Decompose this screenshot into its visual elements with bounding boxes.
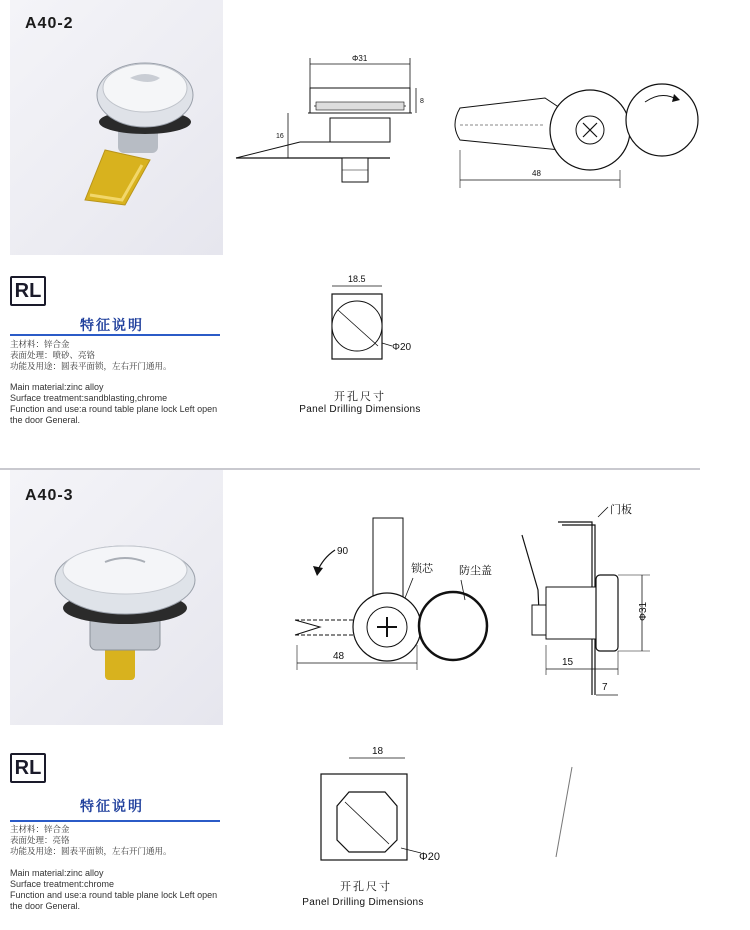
dim-depth: 15	[562, 657, 574, 668]
rotation-angle: 90	[337, 546, 349, 557]
dim-body-height: 16	[276, 133, 284, 140]
label-dust-cover: 防尘盖	[459, 565, 492, 577]
cut-width: 18	[372, 746, 384, 757]
caption-cn: 开孔尺寸	[340, 880, 392, 893]
label-door-panel: 门板	[610, 504, 632, 516]
scan-mark	[548, 765, 578, 865]
spec-en-surface: Surface treatment:chrome	[10, 879, 115, 889]
panel-drilling-drawing	[315, 740, 455, 870]
dim-phi-side: Φ31	[638, 601, 649, 621]
cut-dia: Φ20	[392, 342, 412, 353]
feature-underline	[10, 820, 220, 822]
dim-offset: 7	[602, 682, 608, 693]
spec-en-function: Function and use:a round table plane lock Left open the door General.	[10, 890, 218, 911]
rl-badge: RL	[10, 276, 46, 306]
product-photo-panel	[10, 0, 223, 255]
front-view-drawing	[450, 70, 700, 200]
dim-cap-height: 8	[420, 98, 424, 105]
feature-title: 特征说明	[80, 799, 144, 815]
spec-en-material: Main material:zinc alloy	[10, 868, 104, 878]
model-code: A40-2	[25, 15, 74, 32]
dim-length: 48	[333, 651, 345, 662]
spec-cn-surface: 表面处理：亮铬	[10, 836, 70, 846]
product-section-a40-3	[0, 465, 750, 930]
feature-title: 特征说明	[80, 318, 144, 334]
rl-badge: RL	[10, 753, 46, 783]
caption-en: Panel Drilling Dimensions	[302, 897, 424, 908]
spec-cn-material: 主材料：锌合金	[10, 340, 70, 350]
caption-en: Panel Drilling Dimensions	[299, 404, 421, 415]
spec-cn-surface: 表面处理：喷砂、亮铬	[10, 351, 96, 361]
product-photo-a40-2	[10, 0, 223, 255]
feature-underline	[10, 334, 220, 336]
side-elevation-drawing	[230, 50, 450, 200]
panel-drilling-drawing	[320, 268, 430, 368]
product-photo-panel	[10, 470, 223, 725]
front-view-drawing	[265, 510, 515, 680]
cut-width: 18.5	[348, 274, 366, 284]
product-photo-a40-3	[10, 470, 223, 725]
cut-dia: Φ20	[419, 851, 441, 863]
spec-en-material: Main material:zinc alloy	[10, 382, 104, 392]
spec-cn-function: 功能及用途：圆表平面锁，左右开门通用。	[10, 847, 172, 857]
spec-cn-material: 主材料：锌合金	[10, 825, 70, 835]
side-view-drawing	[510, 495, 710, 715]
dim-phi-top: Φ31	[352, 54, 368, 63]
spec-en-surface: Surface treatment:sandblasting,chrome	[10, 393, 168, 403]
spec-en-function: Function and use:a round table plane lock Left open the door General.	[10, 404, 218, 425]
spec-cn-function: 功能及用途：圆表平面锁，左右开门通用。	[10, 362, 172, 372]
model-code: A40-3	[25, 487, 74, 504]
caption-cn: 开孔尺寸	[334, 390, 386, 403]
dim-length: 48	[532, 169, 541, 178]
label-lock-core: 锁芯	[411, 563, 433, 575]
